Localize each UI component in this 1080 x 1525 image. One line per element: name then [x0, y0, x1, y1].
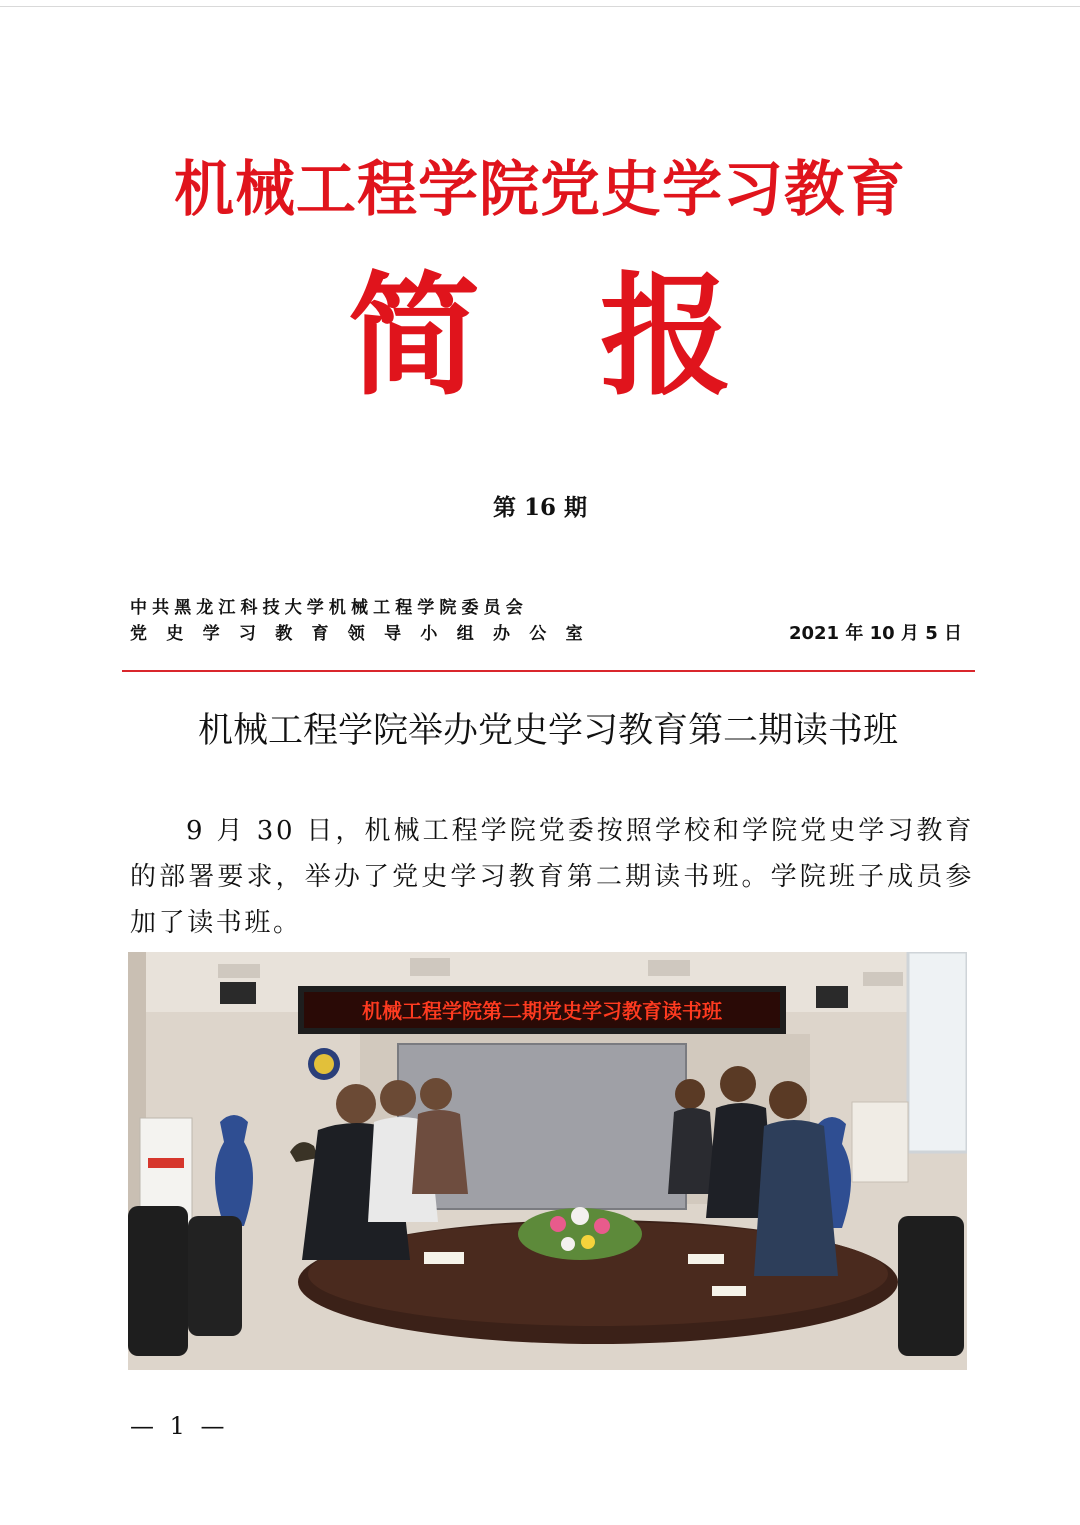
bulletin-title-char-1: 简 [348, 260, 480, 414]
meeting-photo [128, 952, 967, 1370]
article-title: 机械工程学院举办党史学习教育第二期读书班 [197, 711, 898, 751]
bulletin-title-char-2: 报 [600, 260, 732, 414]
masthead-title: 机械工程学院党史学习教育 [174, 155, 906, 225]
meeting-photo-illustration [128, 952, 967, 1370]
issuing-org-line-2: 党史学习教育领导小组办公室 [130, 624, 602, 644]
article-paragraph: 9 月 30 日，机械工程学院党委按照学校和学院党史学习教育的部署要求，举办了党史学习教育第二期读书班。学院班子成员参加了读书班。 [130, 816, 974, 938]
red-divider [122, 670, 975, 672]
issue-number: 第 16 期 [492, 494, 588, 521]
issue-date: 2021 年 10 月 5 日 [788, 623, 962, 644]
top-divider [0, 6, 1080, 7]
led-banner-text: 机械工程学院第二期党史学习教育读书班 [362, 1001, 722, 1023]
bulletin-title [0, 262, 1080, 412]
issuing-org-line-1: 中共黑龙江科技大学机械工程学院委员会 [130, 598, 528, 618]
page-number: — 1 — [130, 1412, 229, 1440]
